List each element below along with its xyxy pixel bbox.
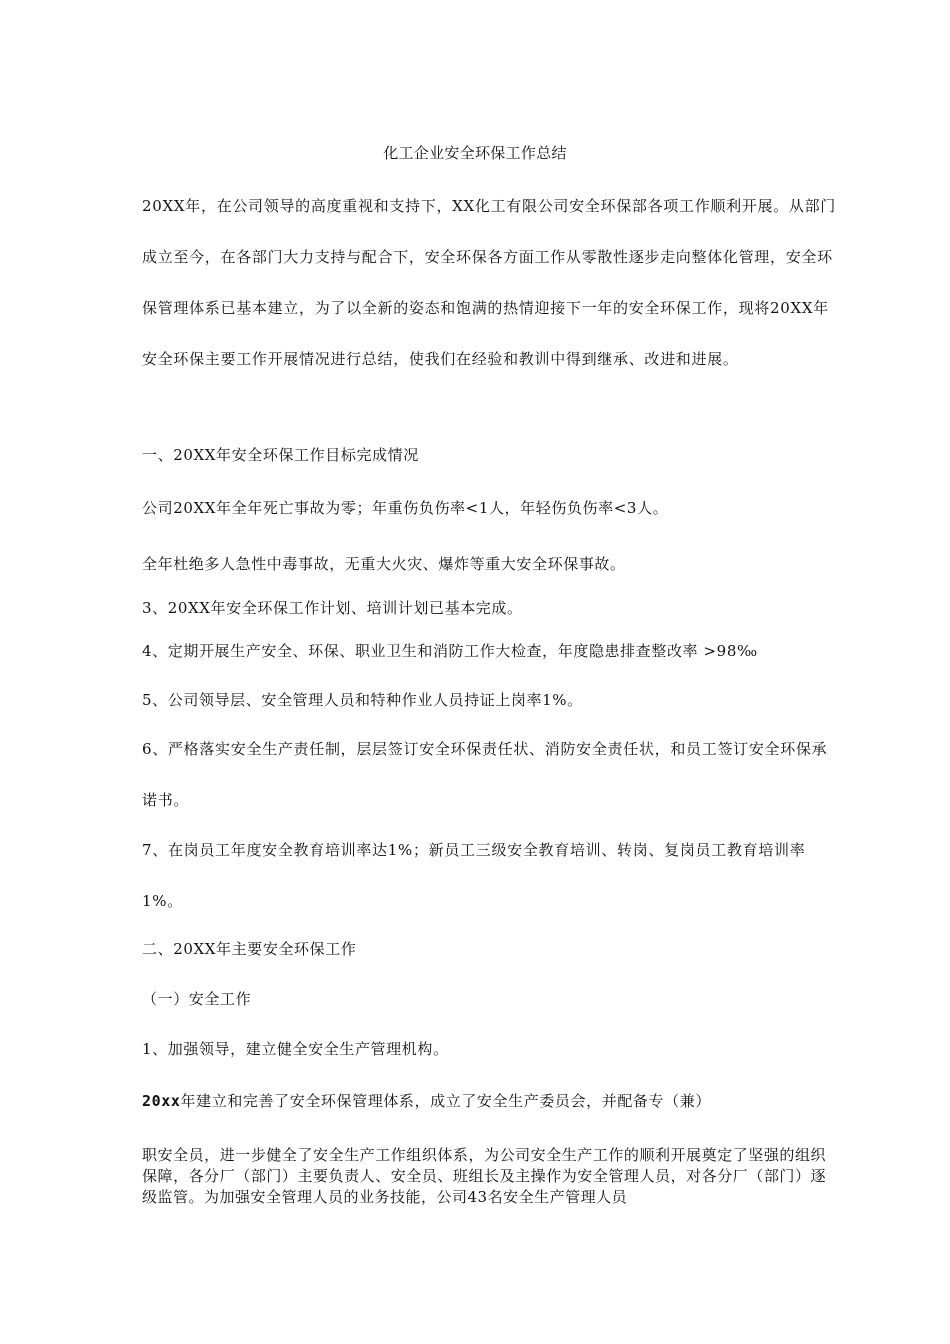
goal-item-7: 7、在岗员工年度安全教育培训率达1%；新员工三级安全教育培训、转岗、复岗员工教育培训率1%。: [142, 841, 806, 910]
safety-item-1: 1、加强领导，建立健全安全生产管理机构。: [142, 1040, 449, 1058]
closing-paragraph: 职安全员，进一步健全了安全生产工作组织体系，为公司安全生产工作的顺利开展奠定了坚强的组织保障，各分厂（部门）主要负责人、安全员、班组长及主操作为安全管理人员，对各分厂（部门）逐级监管。为加强安全管理人员的业务技能，公司43名安全生产管理人员: [142, 1146, 826, 1206]
intro-paragraph: 20XX年，在公司领导的高度重视和支持下，XX化工有限公司安全环保部各项工作顺利开展。从部门成立至今，在各部门大力支持与配合下，安全环保各方面工作从零散性逐步走向整体化管理，安全环保管理体系已基本建立，为了以全新的姿态和饱满的热情迎接下一年的安全环保工作，现将20XX年安全环保主要工作开展情况进行总结，使我们在经验和教训中得到继承、改进和进展。: [142, 197, 837, 368]
paragraph-first-line: [142, 1089, 842, 1113]
section-heading-main-work: 二、20XX年主要安全环保工作: [142, 940, 357, 958]
goal-item-2: 全年杜绝多人急性中毒事故，无重大火灾、爆炸等重大安全环保事故。: [142, 555, 626, 573]
goal-item-1: 公司20XX年全年死亡事故为零；年重伤负伤率<1人，年轻伤负伤率<3人。: [142, 499, 669, 517]
goal-item-5: 5、公司领导层、安全管理人员和特种作业人员持证上岗率1%。: [142, 691, 583, 709]
document-title: 化工企业安全环保工作总结: [383, 144, 567, 162]
goal-item-3: 3、20XX年安全环保工作计划、培训计划已基本完成。: [142, 599, 523, 617]
subsection-heading-safety: （一）安全工作: [142, 990, 252, 1008]
goal-item-6: 6、严格落实安全生产责任制，层层签订安全环保责任状、消防安全责任状，和员工签订安全环保承诺书。: [142, 740, 828, 809]
paragraph-first-line-text: 年建立和完善了安全环保管理体系，成立了安全生产委员会，并配备专（兼）: [180, 1092, 711, 1110]
goal-item-4: 4、定期开展生产安全、环保、职业卫生和消防工作大检查，年度隐患排查整改率 >98‰: [142, 642, 758, 660]
section-heading-goals: 一、20XX年安全环保工作目标完成情况: [142, 446, 419, 464]
year-lead: 20xx: [142, 1092, 181, 1110]
